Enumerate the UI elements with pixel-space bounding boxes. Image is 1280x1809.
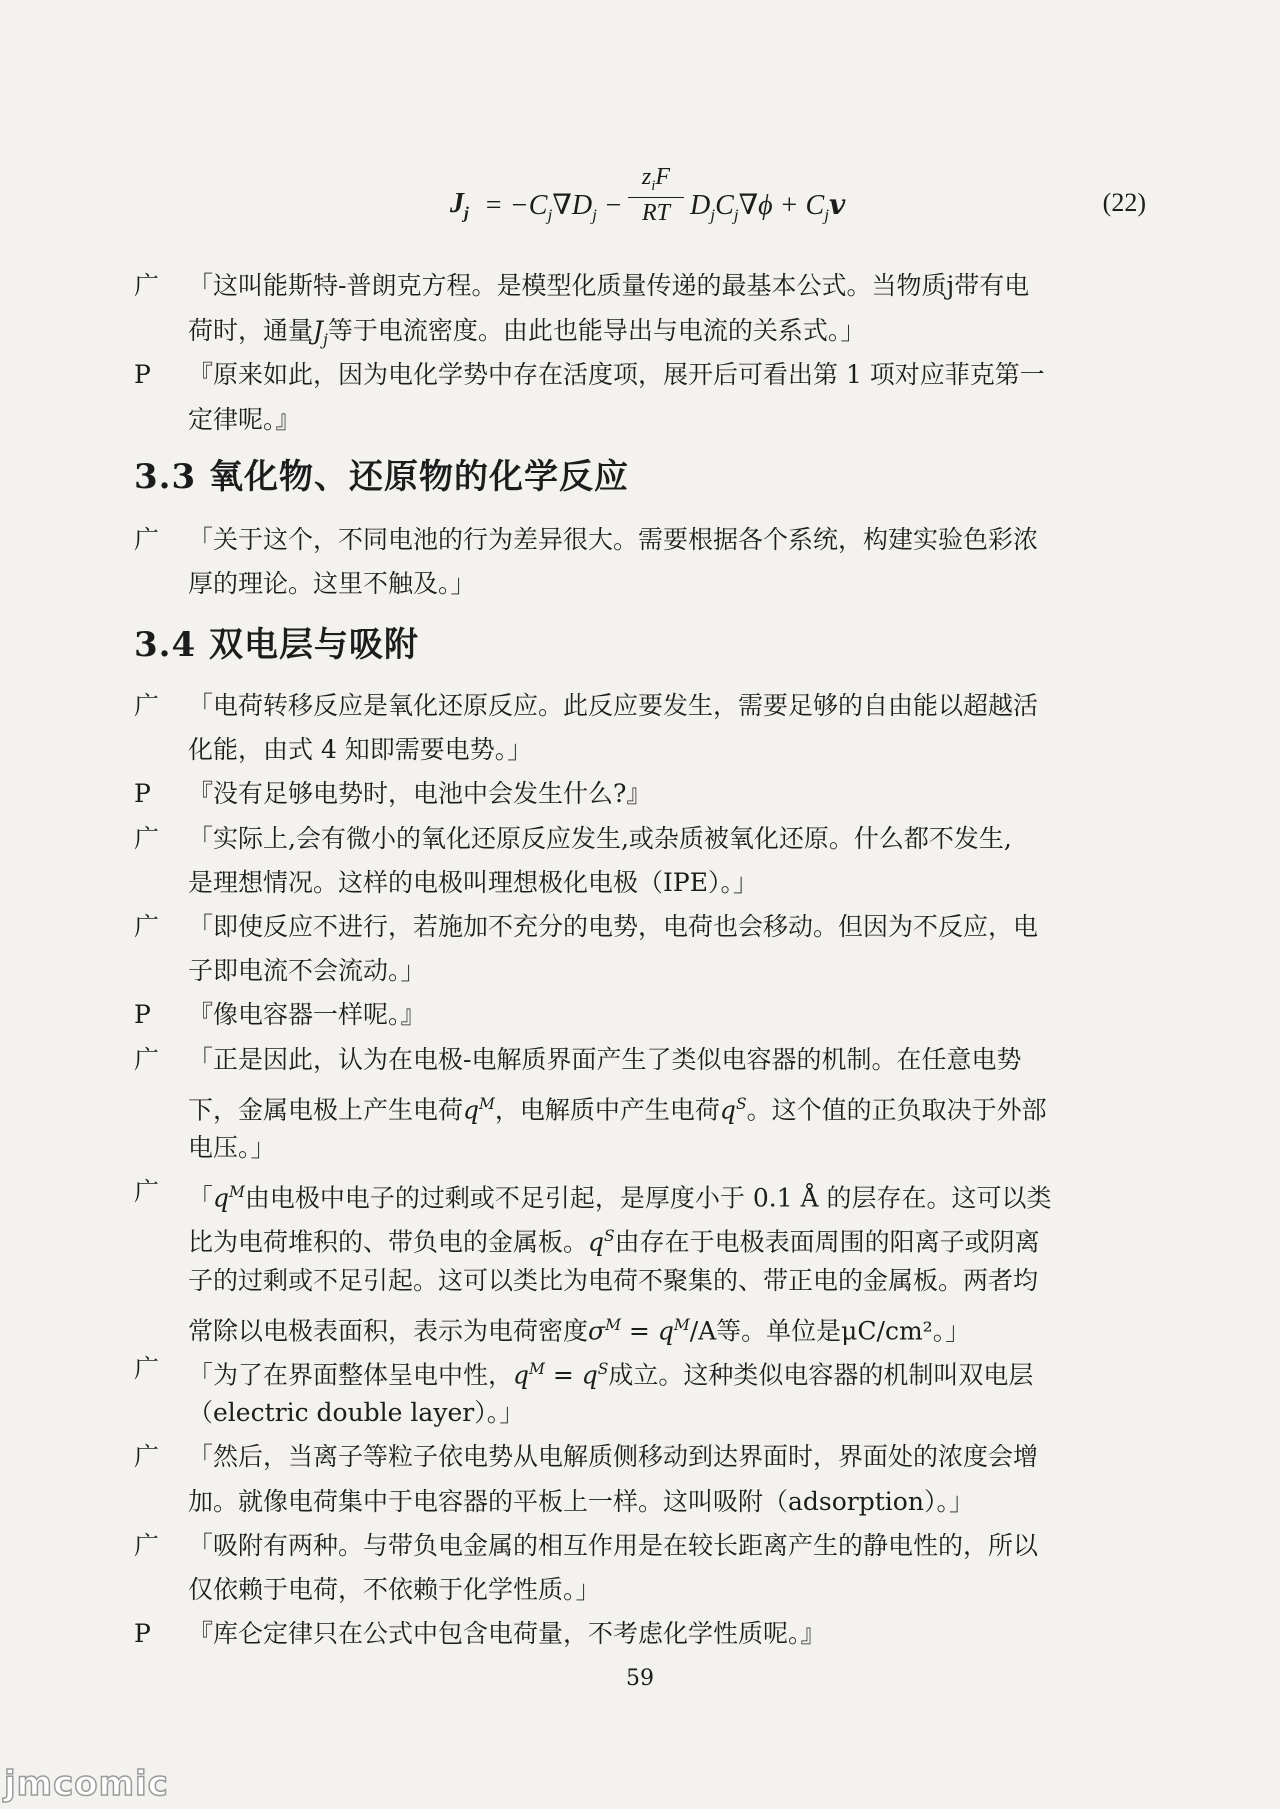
speaker-label: 广 <box>134 912 160 941</box>
dialogue-line <box>134 1435 1094 1479</box>
speaker-label: 广 <box>134 1442 160 1472</box>
speaker-label: 广 <box>134 1354 160 1383</box>
speaker-label: 广 <box>134 691 160 720</box>
dialogue-text: （electric double layer）。」 <box>188 1398 525 1428</box>
equation-number: (22) <box>1102 188 1146 217</box>
dialogue-line <box>134 817 1094 861</box>
dialogue-line-continuation <box>134 949 1094 993</box>
speaker-label: 广 <box>134 525 160 554</box>
dialogue-line-continuation <box>134 398 1094 442</box>
dialogue-text: 子即电流不会流动。」 <box>188 956 426 986</box>
speaker-label: 广 <box>134 1177 160 1207</box>
dialogue-text: 荷时，通量$J_j$等于电流密度。由此也能导出与电流的关系式。」 <box>188 315 866 349</box>
dialogue-text: 「吸附有两种。与带负电金属的相互作用是在较长距离产生的静电性的，所以 <box>188 1530 1039 1560</box>
dialogue-line-continuation <box>134 1259 1094 1303</box>
dialogue-text: 「实际上,会有微小的氧化还原反应发生,或杂质被氧化还原。什么都不发生, <box>188 823 1012 853</box>
dialogue-text: 『没有足够电势时，电池中会发生什么?』 <box>188 779 652 809</box>
watermark-logo: jmcomic <box>4 1764 169 1804</box>
speaker-label: P <box>134 360 151 389</box>
equation-lhs: $J_j$ <box>450 188 469 223</box>
dialogue-line-continuation <box>134 861 1094 905</box>
dialogue-text: 定律呢。』 <box>188 404 301 434</box>
dialogue-line-continuation <box>134 1568 1094 1612</box>
dialogue-text: 「正是因此，认为在电极-电解质界面产生了类似电容器的机制。在任意电势 <box>188 1044 1022 1074</box>
dialogue-text: 是理想情况。这样的电极叫理想极化电极（IPE）。」 <box>188 867 758 897</box>
dialogue-line <box>134 1612 1094 1656</box>
section-heading-3-3: 3.3 氧化物、还原物的化学反应 <box>134 457 629 497</box>
dialogue-text: 「关于这个，不同电池的行为差异很大。需要根据各个系统，构建实验色彩浓 <box>188 525 1039 554</box>
dialogue-line <box>134 264 1094 308</box>
speaker-label: 广 <box>134 1044 160 1074</box>
dialogue-text: 下，金属电极上产生电荷$q^M$，电解质中产生电荷$q^S$。这个值的正负取决于外部 <box>188 1094 1047 1125</box>
dialogue-text: 常除以电极表面积，表示为电荷密度$\sigma^M = q^M/A$等。单位是μC/cm²。」 <box>188 1315 971 1346</box>
dialogue-text: 『库仑定律只在公式中包含电荷量，不考虑化学性质呢。』 <box>188 1619 826 1649</box>
dialogue-text: 加。就像电荷集中于电容器的平板上一样。这叫吸附（adsorption）。」 <box>188 1486 974 1516</box>
dialogue-text: 电压。」 <box>188 1133 276 1162</box>
dialogue-text: 「为了在界面整体呈电中性，$q^M = q^S$成立。这种类似电容器的机制叫双电层 <box>188 1360 1034 1390</box>
dialogue-text: 「电荷转移反应是氧化还原反应。此反应要发生，需要足够的自由能以超越活 <box>188 691 1039 720</box>
dialogue-line-continuation <box>134 1303 1094 1347</box>
dialogue-text: 比为电荷堆积的、带负电的金属板。$q^S$由存在于电极表面周围的阳离子或阴离 <box>188 1227 1040 1257</box>
speaker-label: P <box>134 1619 151 1649</box>
speaker-label: 广 <box>134 1530 160 1560</box>
dialogue-line <box>134 772 1094 816</box>
dialogue-line-continuation <box>134 1480 1094 1524</box>
dialogue-text: 化能，由式 4 知即需要电势。」 <box>188 735 533 765</box>
dialogue-line-continuation <box>134 309 1094 353</box>
dialogue-text: 『像电容器一样呢。』 <box>188 1000 426 1030</box>
dialogue-text: 「然后，当离子等粒子依电势从电解质侧移动到达界面时，界面处的浓度会增 <box>188 1442 1039 1472</box>
dialogue-line <box>134 1038 1094 1082</box>
dialogue-text: 「这叫能斯特-普朗克方程。是模型化质量传递的最基本公式。当物质j带有电 <box>188 271 1030 300</box>
dialogue-text: 「即使反应不进行，若施加不充分的电势，电荷也会移动。但因为不反应，电 <box>188 912 1039 941</box>
dialogue-line <box>134 518 1094 562</box>
dialogue-line <box>134 684 1094 728</box>
equation-22 <box>440 160 1160 240</box>
speaker-label: 广 <box>134 271 160 300</box>
dialogue-text: 厚的理论。这里不触及。」 <box>188 569 476 598</box>
dialogue-text: 『原来如此，因为电化学势中存在活度项，展开后可看出第 1 项对应菲克第一 <box>188 360 1045 389</box>
equation-term-1: = $-C_j\nabla D_j$ − <box>484 190 623 225</box>
dialogue-text: 子的过剩或不足引起。这可以类比为电荷不聚集的、带正电的金属板。两者均 <box>188 1265 1039 1295</box>
speaker-label: 广 <box>134 823 160 853</box>
dialogue-line <box>134 993 1094 1037</box>
dialogue-text: 仅依赖于电荷，不依赖于化学性质。」 <box>188 1575 601 1604</box>
speaker-label: P <box>134 1000 151 1030</box>
dialogue-line <box>134 1524 1094 1568</box>
equation-fraction: $z_iF$ RT <box>628 164 684 227</box>
dialogue-line-continuation <box>134 1082 1094 1126</box>
dialogue-line-continuation <box>134 1214 1094 1258</box>
dialogue-line <box>134 353 1094 397</box>
dialogue-line-continuation <box>134 562 1094 606</box>
dialogue-line-continuation <box>134 1391 1094 1435</box>
dialogue-line <box>134 1347 1094 1391</box>
speaker-label: P <box>134 779 151 809</box>
dialogue-line <box>134 1170 1094 1214</box>
dialogue-text: 「$q^M$由电极中电子的过剩或不足引起，是厚度小于 0.1 Å 的层存在。这可以类 <box>188 1183 1052 1213</box>
dialogue-line <box>134 905 1094 949</box>
page-number: 59 <box>626 1666 654 1691</box>
section-heading-3-4: 3.4 双电层与吸附 <box>134 625 419 665</box>
dialogue-line-continuation <box>134 1126 1094 1170</box>
equation-term-2: $D_jC_j\nabla\phi$ + $C_j𝒗$ <box>690 190 846 225</box>
dialogue-line-continuation <box>134 728 1094 772</box>
